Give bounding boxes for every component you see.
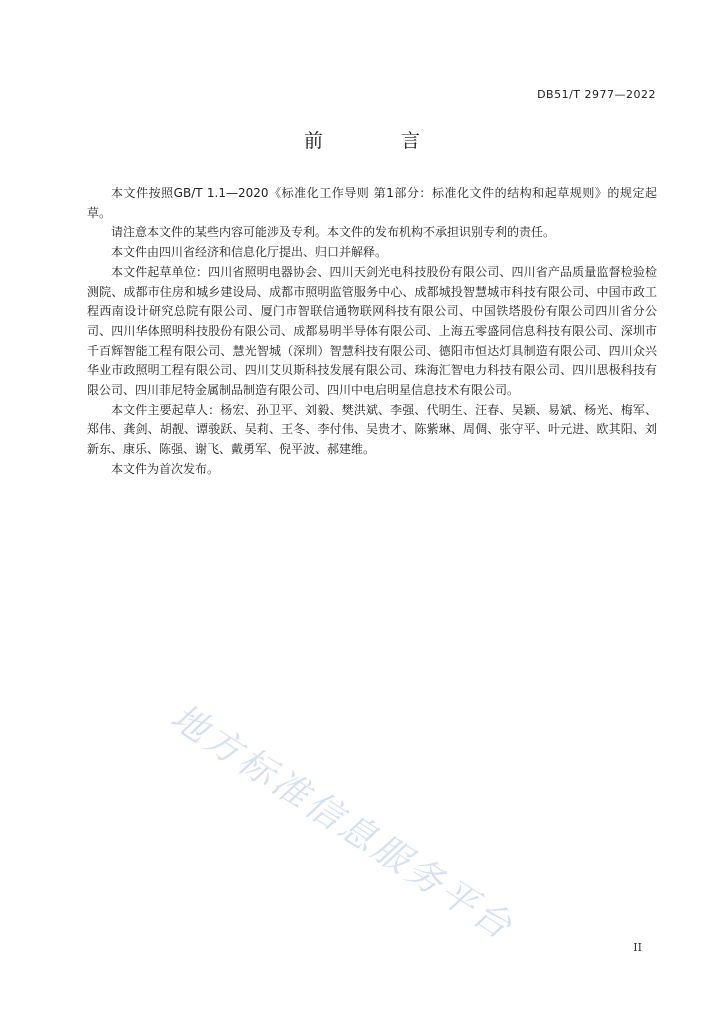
paragraph-first-release: 本文件为首次发布。 (111, 461, 220, 476)
watermark: 地方标准信息服务平台 (163, 696, 522, 949)
paragraph-drafting-units: 本文件起草单位：四川省照明电器协会、四川天剑光电科技股份有限公司、四川省产品质量监督检验检测院、成都市住房和城乡建设局、成都市照明监管服务中心、成都城投智慧城市科技有限公司、中国市政工程西南设计研究总院有限公司、厦门市智联信通物联网科技有限公司、中国铁塔股份有限公司四川省分公司、四川华体照明科技股份有限公司、成都易明半导体有限公司、上海五零盛同信息科技有限公司、深圳市千百辉智能工程有限公司、慧光智城（深圳）智慧科技有限公司、德阳市恒达灯具制造有限公司、四川众兴华业市政照明工程有限公司、四川艾贝斯科技发展有限公司、珠海汇智电力科技有限公司、四川思极科技有限公司、四川菲尼特金属制品制造有限公司、四川中电启明星信息技术有限公司。 (87, 264, 657, 398)
paragraph-proposer: 本文件由四川省经济和信息化厅提出、归口并解释。 (111, 245, 388, 260)
page-number: II (633, 941, 642, 954)
page-title: 前 言 (303, 130, 457, 152)
document-code: DB51/T 2977—2022 (537, 88, 656, 101)
foreword-body (87, 184, 657, 480)
paragraph-drafters: 本文件主要起草人：杨宏、孙卫平、刘毅、樊洪斌、李强、代明生、汪春、吴颖、易斌、杨光、梅军、郑伟、龚剑、胡靓、谭骏跃、吴莉、王冬、李付伟、吴贵才、陈紫琳、周倜、张守平、叶元进、欧其阳、刘新东、康乐、陈强、谢飞、戴勇军、倪平波、郝建维。 (87, 402, 657, 457)
paragraph-standard-reference: 本文件按照GB/T 1.1—2020《标准化工作导则 第1部分：标准化文件的结构和起草规则》的规定起草。 (87, 186, 657, 220)
paragraph-patent-notice: 请注意本文件的某些内容可能涉及专利。本文件的发布机构不承担识别专利的责任。 (111, 225, 556, 240)
